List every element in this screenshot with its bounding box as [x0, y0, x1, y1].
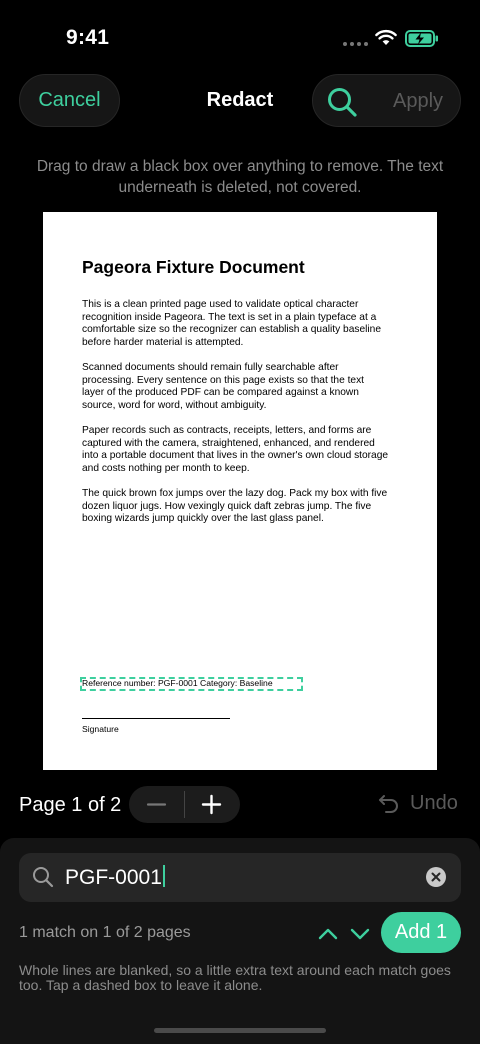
header-actions	[312, 74, 461, 127]
undo-icon	[378, 794, 400, 814]
page-navigation	[0, 786, 480, 824]
status-bar	[0, 0, 480, 70]
text-caret	[163, 865, 165, 887]
document-paragraph: Paper records such as contracts, receipts, letters, and forms are captured with the camera, straightened, enhanced, and rendered into a portable document that lives in the owner's own cloud storage and costs nothing per month to keep.	[82, 425, 389, 474]
status-time: 9:41	[66, 26, 110, 49]
cancel-button[interactable]: Cancel	[19, 74, 120, 127]
battery-charging-icon	[405, 30, 439, 47]
apply-button[interactable]: Apply	[393, 90, 444, 112]
search-value: PGF-0001	[65, 866, 162, 889]
clear-icon[interactable]	[426, 867, 446, 887]
signature-label: Signature	[82, 724, 119, 734]
instruction-text: Drag to draw a black box over anything to remove. The text underneath is deleted, not covered.	[36, 158, 444, 196]
document-page[interactable]	[43, 212, 437, 770]
search-icon[interactable]	[325, 85, 359, 119]
add-matches-button[interactable]: Add 1	[381, 912, 461, 953]
top-bar	[0, 74, 480, 128]
document-title: Pageora Fixture Document	[82, 257, 305, 277]
search-sheet	[0, 838, 480, 1044]
match-summary: 1 match on 1 of 2 pages	[19, 924, 191, 941]
undo-label: Undo	[410, 792, 458, 814]
page-indicator: Page 1 of 2	[19, 794, 122, 816]
document-paragraph: Scanned documents should remain fully searchable after processing. Every sentence on this page exists so that the text layer of the produced PDF can be compared against a known source, word for word, without ambiguity.	[82, 362, 365, 411]
chevron-down-icon[interactable]	[348, 922, 372, 946]
cellular-signal-icon	[343, 42, 368, 46]
home-indicator[interactable]	[154, 1028, 326, 1033]
wifi-icon	[375, 29, 397, 46]
signature-line	[82, 718, 230, 719]
redaction-match-box[interactable]	[80, 677, 303, 691]
chevron-up-icon[interactable]	[316, 922, 340, 946]
reference-line: Reference number: PGF-0001 Category: Baseline	[82, 678, 273, 688]
document-paragraph: The quick brown fox jumps over the lazy dog. Pack my box with five dozen liquor jugs. How vexingly quick daft zebras jump. The five boxing wizards jump quickly over the last glass panel.	[82, 488, 388, 524]
footnote-text: Whole lines are blanked, so a little extra text around each match goes too. Tap a dashed box to leave it alone.	[19, 962, 451, 993]
document-paragraph: This is a clean printed page used to validate optical character recognition inside Pageora. The text is set in a plain typeface at a comfortable size so the recognizer can establish a quality baseline before harder material is attempted.	[82, 299, 381, 348]
page-title: Redact	[206, 89, 274, 111]
page-stepper	[129, 786, 240, 823]
next-page-button[interactable]	[185, 786, 240, 823]
search-input[interactable]	[19, 853, 461, 902]
undo-button[interactable]	[378, 792, 458, 815]
search-icon	[32, 866, 54, 888]
previous-page-button[interactable]	[129, 786, 184, 823]
